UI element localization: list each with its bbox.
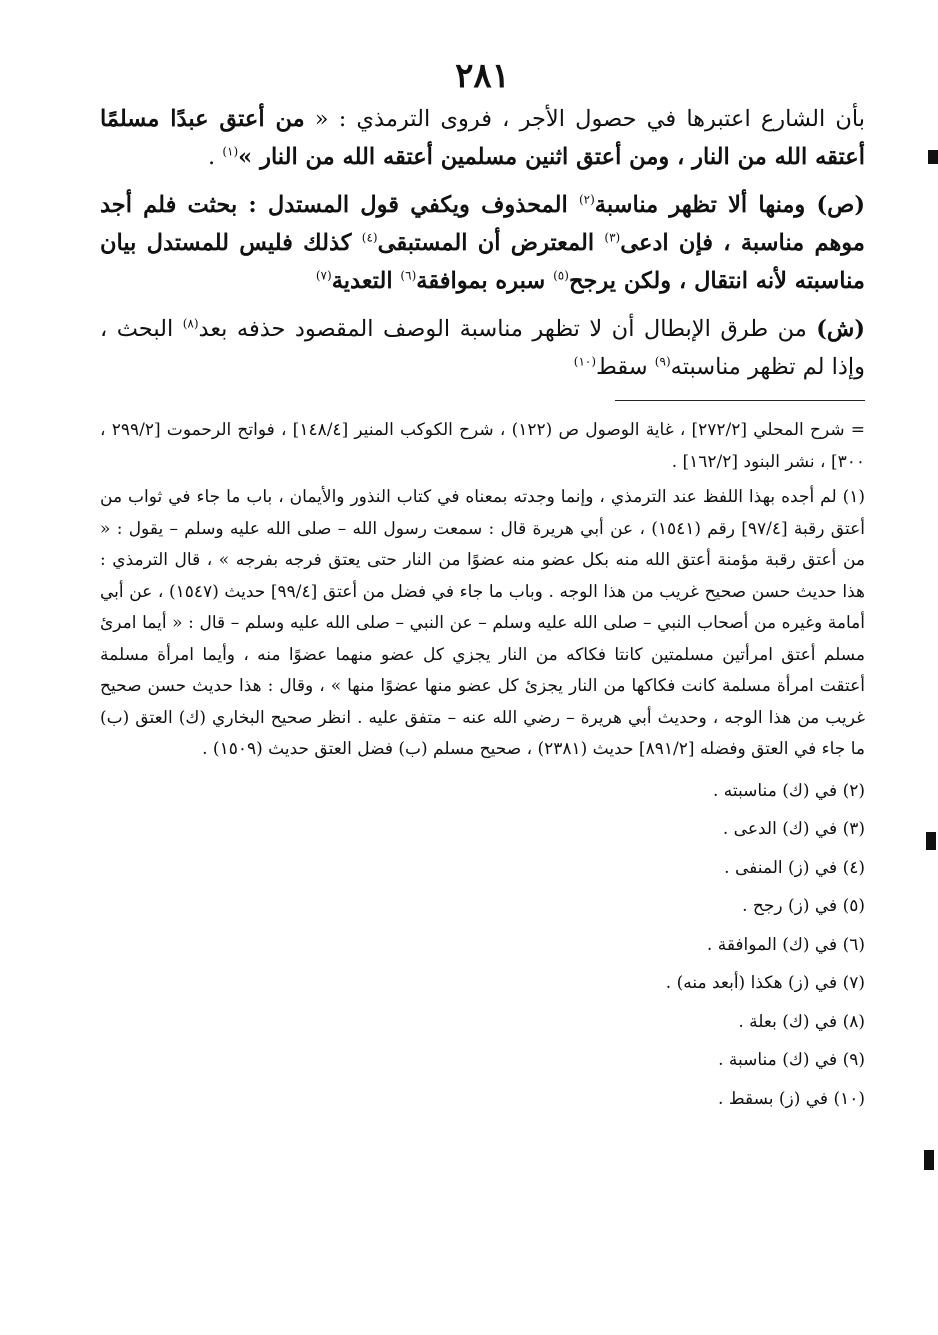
footnote-ref-7: (٧) [315, 268, 332, 283]
paragraph-sharh [100, 310, 865, 386]
footnote-ref-2: (٢) [578, 192, 595, 207]
scan-mark [924, 1150, 934, 1170]
scan-mark [926, 832, 936, 850]
footnote-ref-5: (٥) [553, 268, 569, 283]
footnote-7: (٧) في (ز) هكذا (أبعد منه) . [665, 973, 865, 993]
footnote-10: (١٠) في (ز) بسقط . [718, 1088, 865, 1109]
paragraph-1 [100, 100, 865, 176]
footnote-4: (٤) في (ز) المنفى . [724, 857, 865, 878]
footnote-list [100, 772, 865, 1119]
sharh-text: من طرق الإبطال أن لا تظهر مناسبة الوصف المقصود حذفه بعد [198, 316, 817, 342]
footnote-5: (٥) في (ز) رجح . [742, 896, 865, 916]
footnote-ref-10: (١٠) [573, 354, 597, 369]
footnote-ref-8: (٨) [182, 316, 199, 331]
page-number: ٢٨١ [455, 56, 510, 96]
footnote-continued: = شرح المحلي [٢٧٢/٢] ، غاية الوصول ص (١٢٢) ، شرح الكوكب المنير [١٤٨/٤] ، فواتح الرحموت [٢٩٩/٢ ، ٣٠٠] ، نشر البنود [١٦٢/٢] . [100, 420, 866, 472]
matn-text: كذلك فليس للمستدل بيان مناسبته لأنه انتقال ، ولكن يرجح [100, 230, 865, 294]
footnote-1: (١) لم أجده بهذا اللفظ عند الترمذي ، وإنما وجدته بمعناه في كتاب النذور والأيمان ، باب ما جاء في ثواب من أعتق رقبة [٩٧/٤] رقم (١٥٤١) ، عن أبي هريرة قال : سمعت رسول الله – صلى الله عليه وسلم – يقول : « من أعتق رقبة مؤمنة أعتق الله منه بكل عضو منه عضوًا من النار حتى يعتق فرجه بفرجه » ، قال الترمذي : هذا حديث حسن صحيح غريب من هذا الوجه . وباب ما جاء في فضل من أعتق [٩٩/٤] حديث (١٥٤٧) ، عن أبي أمامة وغيره من أصحاب النبي – صلى الله عليه وسلم – عن النبي – صلى الله عليه وسلم – قال : « أيما امرئ مسلم أعتق امرأتين مسلمتين كانتا فكاكه من النار يجزي كل عضو منهما عضوًا منه ، وأيما امرأة مسلمة أعتقت امرأة مسلمة كانت فكاكها من النار يجزئ كل عضو منها عضوًا منها » ، وقال : هذا حديث حسن صحيح غريب من هذا الوجه ، وحديث أبي هريرة – رضي الله عنه – متفق عليه . انظر صحيح البخاري (ك) العتق (ب) ما جاء في العتق وفضله [٨٩١/٢] حديث (٢٣٨١) ، صحيح مسلم (ب) فضل العتق حديث (١٥٠٩) . [100, 487, 865, 759]
footnote-ref-1: (١) [222, 144, 239, 159]
footnote-9: (٩) في (ك) مناسبة . [718, 1050, 865, 1070]
matn-text: (ص) ومنها ألا تظهر مناسبة [594, 192, 865, 218]
sharh-text: البحث ، وإذا لم تظهر مناسبته [100, 316, 865, 380]
footnote-2: (٢) في (ك) مناسبته . [712, 780, 865, 801]
matn-text: المعترض أن المستبقى [377, 230, 605, 256]
footnote-8: (٨) في (ك) بعلة . [738, 1011, 865, 1032]
footnote-separator [615, 400, 865, 401]
p1-text: بأن الشارع اعتبرها في حصول الأجر ، فروى الترمذي : « [304, 106, 865, 132]
matn-text: سبره بموافقة [416, 268, 554, 294]
scan-mark [928, 150, 938, 164]
matn-text: التعدية [331, 268, 401, 294]
footnote-ref-6: (٦) [400, 268, 417, 283]
p1-quote: من أعتق عبدًا مسلمًا أعتقه الله من النار ، ومن أعتق اثنين مسلمين أعتقه الله من النار [100, 106, 865, 170]
footnote-6: (٦) في (ك) الموافقة . [706, 934, 865, 955]
p1-end: . [208, 144, 223, 170]
p1-quote-end: » [238, 144, 261, 170]
paragraph-matn [100, 186, 865, 300]
footnote-ref-9: (٩) [654, 354, 671, 369]
footnote-ref-3: (٣) [604, 230, 621, 245]
footnote-3: (٣) في (ك) الدعى . [722, 819, 865, 839]
page-content [100, 56, 865, 1118]
footnote-ref-4: (٤) [361, 230, 378, 245]
matn-text: المحذوف ويكفي قول المستدل : بحثت فلم أجد موهم مناسبة ، فإن ادعى [100, 192, 865, 256]
sharh-text: سقط [596, 354, 655, 380]
sharh-marker: (ش) [816, 316, 865, 342]
